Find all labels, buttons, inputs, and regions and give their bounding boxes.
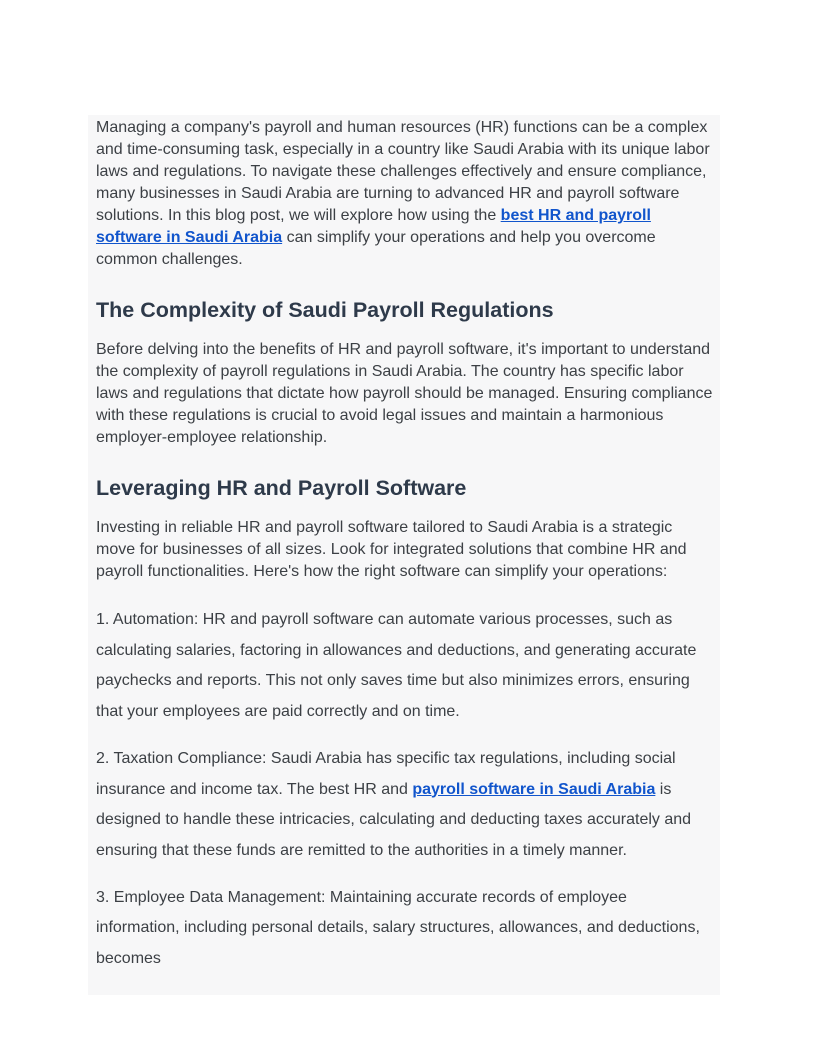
intro-text-before-link: Managing a company's payroll and human resources (HR) functions can be a complex and time-consuming task, especially in a country like Saudi Arabia with its unique labor laws and regulations. To navigate these challenges effectively and ensure compliance, many businesses in Saudi Arabia are turning to advanced HR and payroll software solutions. In this blog post, we will explore how using the [96,119,710,224]
intro-text-after-link: can simplify your operations and help you overcome common challenges. [96,229,656,268]
list-item-taxation-text-after-link: is designed to handle these intricacies, calculating and deducting taxes accurately and ensuring that these funds are remitted to the authorities in a timely manner. [96,780,692,859]
intro-link-best-hr-payroll-software[interactable]: best HR and payroll software in Saudi Arabia [96,207,651,246]
section-paragraph-leveraging: Investing in reliable HR and payroll software tailored to Saudi Arabia is a strategic move for businesses of all sizes. Look for integrated solutions that combine HR and payroll functionalities. Here's how the right software can simplify your operations: [96,519,687,580]
section-heading-leveraging: Leveraging HR and Payroll Software [96,476,467,500]
intro-paragraph [96,117,714,271]
list-item-automation [96,605,714,728]
article-content [88,115,720,995]
list-item-automation-text: 1. Automation: HR and payroll software can automate various processes, such as calculating salaries, factoring in allowances and deductions, and generating accurate paychecks and reports. This not only saves time but also minimizes errors, ensuring that your employees are paid correctly and on time. [96,611,697,721]
taxation-link-payroll-software[interactable]: payroll software in Saudi Arabia [412,780,656,798]
list-item-taxation-compliance [96,744,714,867]
section-paragraph-complexity: Before delving into the benefits of HR and payroll software, it's important to understand the complexity of payroll regulations in Saudi Arabia. The country has specific labor laws and regulations that dictate how payroll should be managed. Ensuring compliance with these regulations is crucial to avoid legal issues and maintain a harmonious employer-employee relationship. [96,341,713,446]
list-item-employee-data-management [96,883,714,975]
list-item-employee-data-text: 3. Employee Data Management: Maintaining accurate records of employee information, including personal details, salary structures, allowances, and deductions, becomes [96,888,700,968]
list-item-taxation-text-before-link: 2. Taxation Compliance: Saudi Arabia has specific tax regulations, including social insurance and income tax. The best HR and [96,749,676,798]
section-heading-complexity: The Complexity of Saudi Payroll Regulations [96,298,554,322]
